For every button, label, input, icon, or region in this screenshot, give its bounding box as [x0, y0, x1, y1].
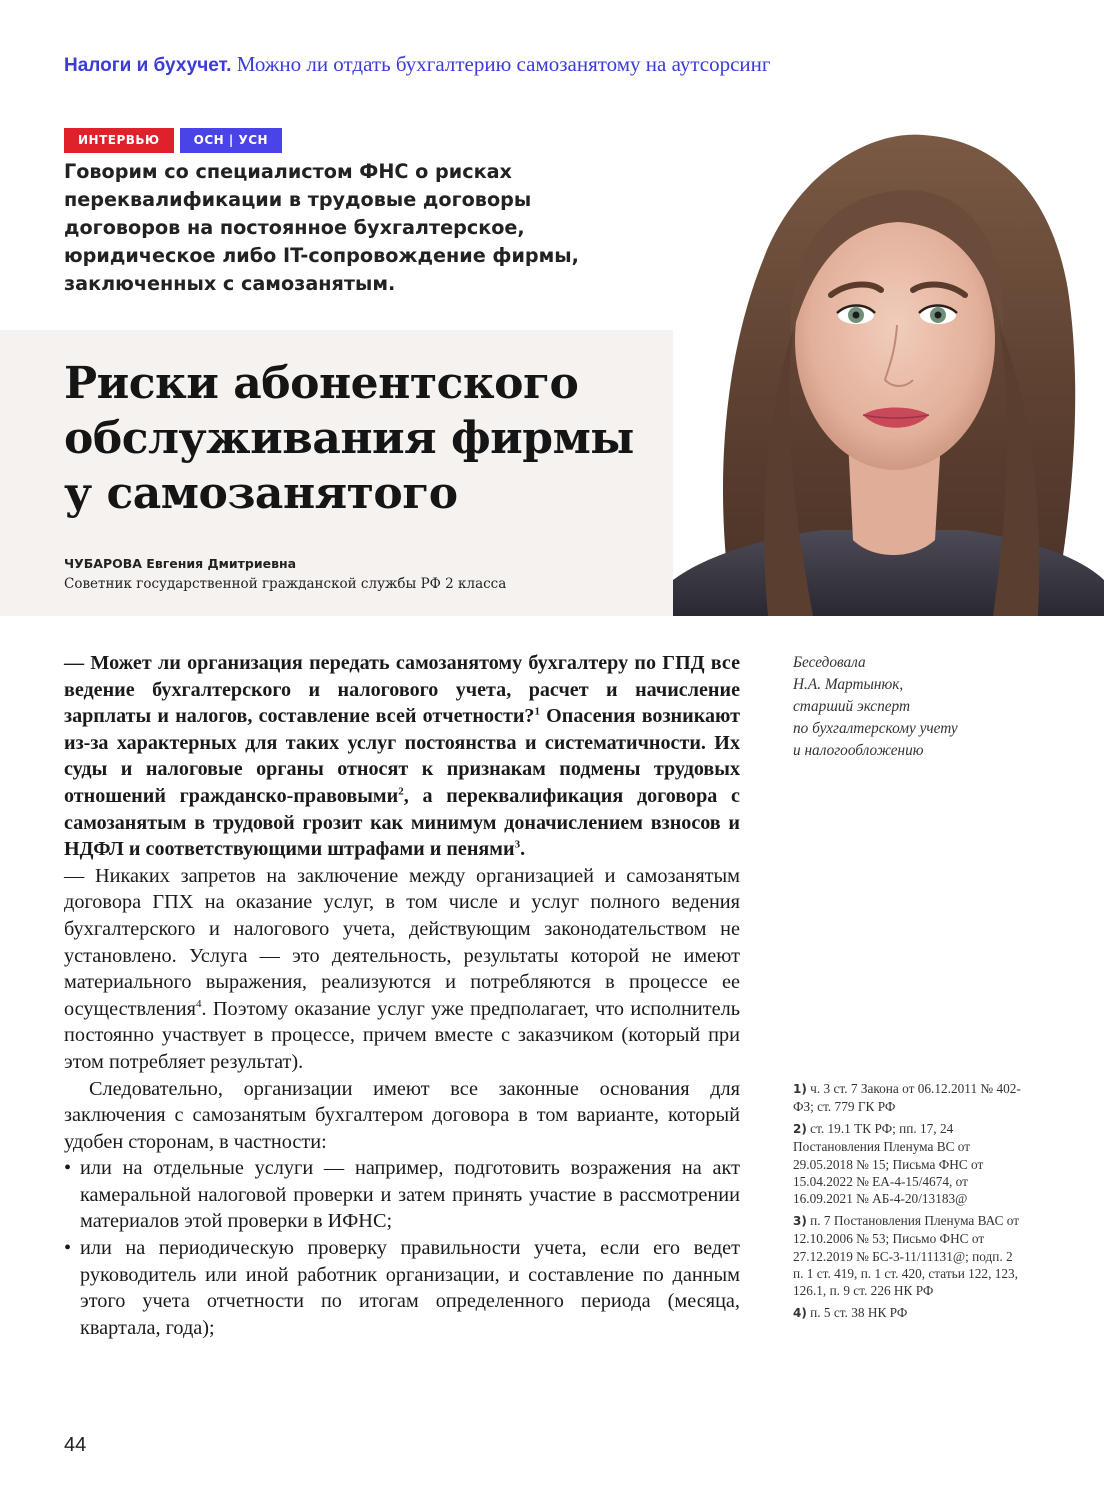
interviewer-credit — [793, 652, 1013, 762]
title-line: Риски абонентского — [64, 358, 579, 409]
tag-interview: ИНТЕРВЬЮ — [64, 128, 174, 153]
author-role: Советник государственной гражданской службы РФ 2 класса — [64, 576, 507, 592]
footnote-number: 3) — [793, 1213, 807, 1228]
answer-text: — Никаких запретов на заключение между организацией и самозанятым договора ГПХ на оказание услуг, в том числе и услуг полного ведения бухгалтерского и налогового учета, действующим законодательством не установлено. Услуга — это деятельность, результаты которой не имеют материального выражения, реализуются и потребляются в процессе ее осуществления — [64, 864, 740, 1020]
footnote-ref[interactable]: 3 — [514, 838, 521, 851]
author-surname: ЧУБАРОВА — [64, 556, 142, 571]
question-text: , а переквалификация договора с самозанятым в трудовой грозит как минимум доначислением взносов и НДФЛ и соответствующими штрафами и пенями — [64, 784, 740, 861]
title-line: обслуживания фирмы — [64, 413, 634, 464]
lead-paragraph: Говорим со специалистом ФНС о рисках переквалификации в трудовые договоры договоров на постоянное бухгалтерское, юридическое либо IT-сопровождение фирмы, заключенных с самозанятым. — [64, 160, 579, 295]
answer-text: . Поэтому оказание услуг уже предполагает, что исполнитель постоянно участвует в процессе, причем вместе с заказчиком (который при этом потребляет результат). — [64, 997, 740, 1073]
title-line: у самозанятого — [64, 468, 458, 519]
list-item: • или на периодическую проверку правильности учета, если его ведет руководитель или иной работник организации, и составление по данным этого учета отчетности по итогам определенного периода (месяца, квартала, года); — [64, 1235, 740, 1341]
footnote-number: 4) — [793, 1305, 807, 1320]
footnote-text: ст. 19.1 ТК РФ; пп. 17, 24 Постановления Пленума ВС от 29.05.2018 № 15; Письма ФНС от 15.04.2022 № ЕА-4-15/4674, от 16.09.2021 № АБ-4-20/13183@ — [793, 1120, 984, 1207]
article-body — [64, 650, 740, 1341]
breadcrumb — [64, 52, 771, 77]
footnote-text: ч. 3 ст. 7 Закона от 06.12.2011 № 402-ФЗ; ст. 779 ГК РФ — [793, 1081, 1021, 1115]
footnotes — [793, 1080, 1023, 1326]
question-text: Опасения возникают из-за характерных для таких услуг постоянства и систематичности. Их суды и налоговые органы относят к признакам подмены трудовых отношений гражданско-правовыми — [64, 705, 740, 807]
footnote — [793, 1080, 1023, 1116]
author-given-name: Евгения Дмитриевна — [146, 556, 297, 571]
tag-list — [64, 128, 282, 153]
credit-line: Н.А. Мартынюк, — [793, 676, 904, 693]
question-text: . — [520, 838, 526, 861]
credit-line: по бухгалтерскому учету — [793, 720, 958, 737]
credit-line: и налогообложению — [793, 742, 924, 759]
bullet-list — [64, 1155, 740, 1341]
footnote-ref[interactable]: 1 — [534, 705, 540, 718]
tag-tax-regime: ОСН | УСН — [180, 128, 282, 153]
credit-line: Беседовала — [793, 654, 866, 671]
footnote-text: п. 5 ст. 38 НК РФ — [810, 1304, 908, 1320]
question-paragraph — [64, 650, 740, 863]
footnote-number: 1) — [793, 1082, 807, 1096]
list-item: • или на отдельные услуги — например, подготовить возражения на акт камеральной налоговой проверки и затем принять участие в рассмотрении материалов этой проверки в ИФНС; — [64, 1155, 740, 1235]
article-title — [64, 356, 704, 521]
footnote-number: 2) — [793, 1121, 807, 1136]
author-name — [64, 556, 296, 571]
body-paragraph: Следовательно, организации имеют все законные основания для заключения с самозанятым бухгалтером договора в том варианте, который удобен сторонам, в частности: — [64, 1077, 740, 1153]
footnote-text: п. 7 Постановления Пленума ВАС от 12.10.2006 № 53; Письмо ФНС от 27.12.2019 № БС-3-11/11131@; подп. 2 п. 1 ст. 419, п. 1 ст. 420, статьи 122, 123, 126.1, п. 9 ст. 226 НК РФ — [793, 1212, 1020, 1299]
question-text: — Может ли организация передать самозанятому бухгалтеру по ГПД все ведение бухгалтерского и налогового учета, расчет и начисление зарплаты и налогов, составление всей отчетности? — [64, 652, 740, 728]
portrait-photo — [673, 110, 1104, 616]
breadcrumb-topic[interactable]: Можно ли отдать бухгалтерию самозанятому на аутсорсинг — [236, 52, 771, 76]
footnote-ref[interactable]: 2 — [398, 785, 404, 798]
credit-line: старший эксперт — [793, 698, 911, 715]
page-number: 44 — [64, 1434, 87, 1456]
footnote-ref[interactable]: 4 — [195, 997, 202, 1010]
answer-paragraph — [64, 863, 740, 1076]
footnote — [793, 1120, 1023, 1208]
footnote — [793, 1304, 1023, 1322]
footnote — [793, 1212, 1023, 1300]
breadcrumb-section[interactable]: Налоги и бухучет. — [64, 55, 232, 76]
